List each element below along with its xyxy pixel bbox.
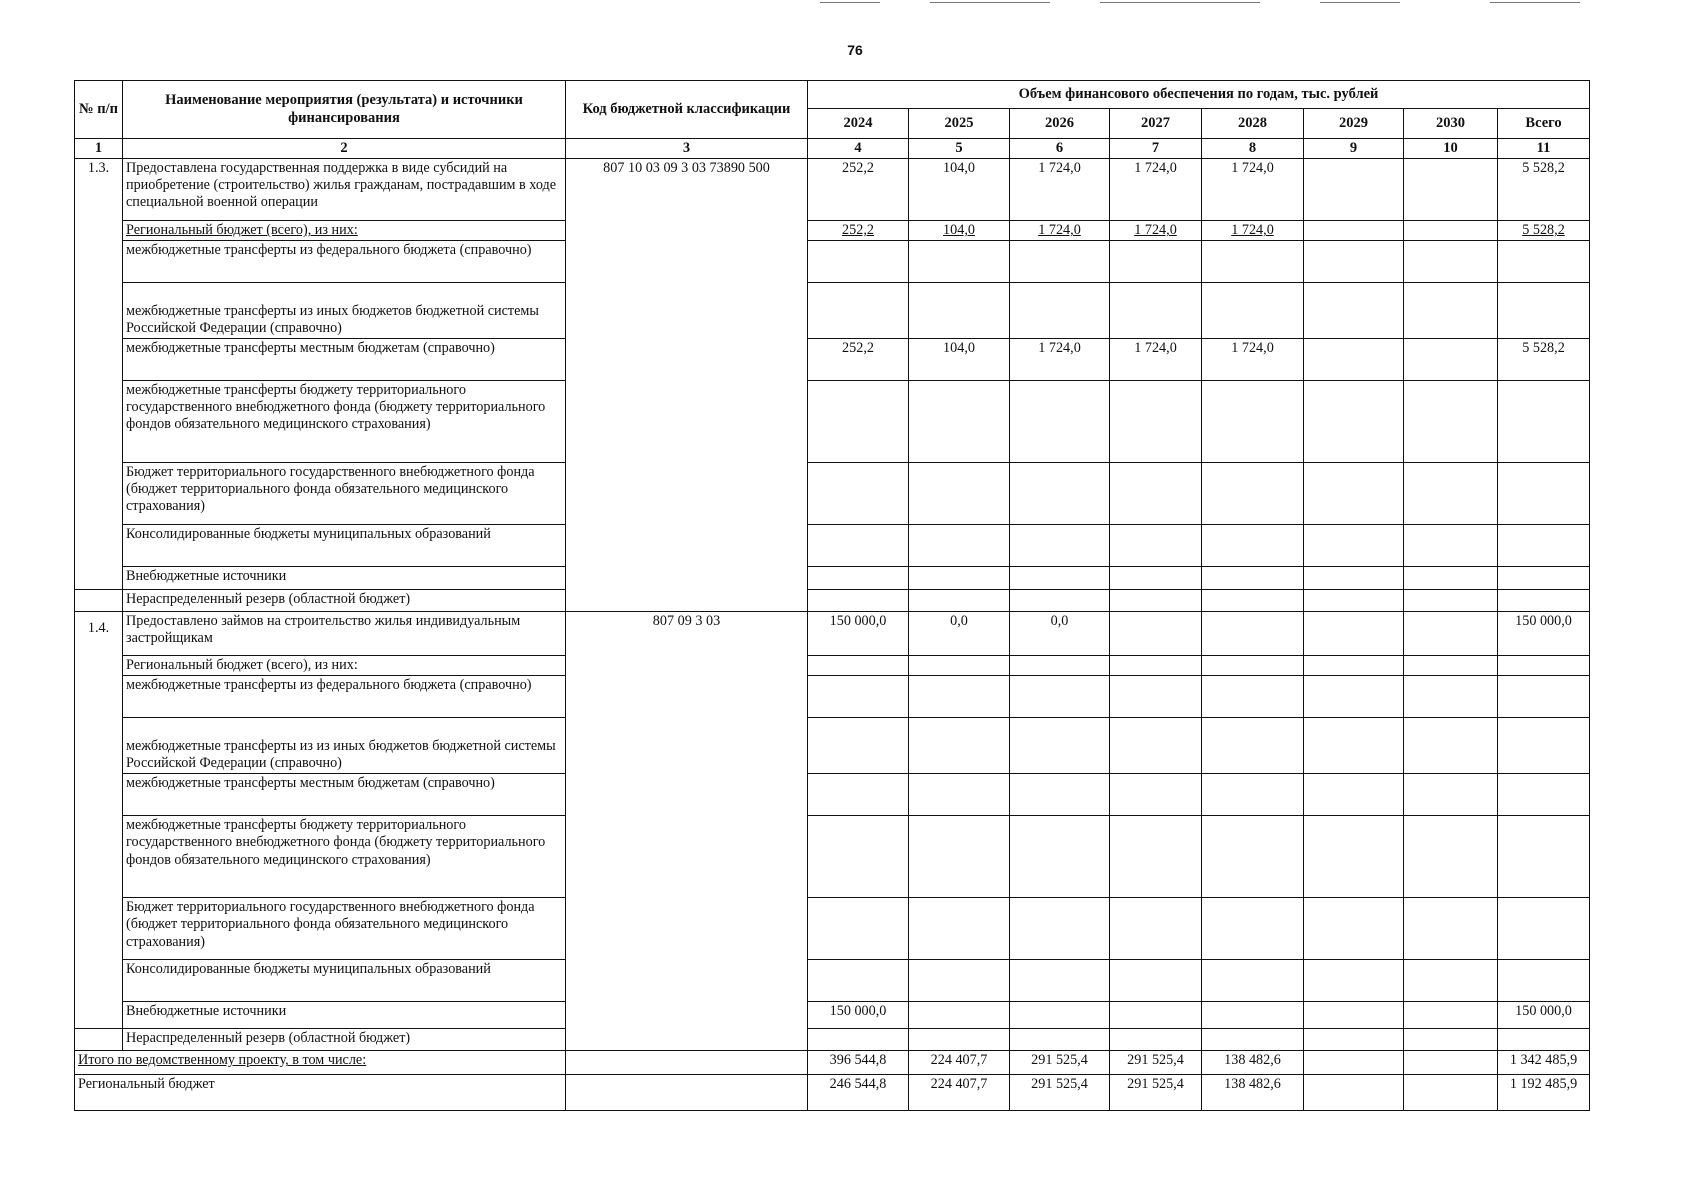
value-cell: [1304, 381, 1404, 463]
header-year: 2026: [1010, 109, 1110, 139]
total-value: 291 525,4: [1110, 1051, 1202, 1075]
value-cell: [1110, 676, 1202, 718]
value-cell: 104,0: [909, 159, 1010, 221]
value-cell: [1010, 718, 1110, 774]
value-cell: [808, 567, 909, 590]
header-code: Код бюджетной классификации: [566, 81, 808, 139]
total-value: 291 525,4: [1110, 1075, 1202, 1111]
value-cell: 1 724,0: [1202, 159, 1304, 221]
value-cell: [909, 381, 1010, 463]
empty-cell: [75, 1029, 123, 1051]
value-cell: [1010, 567, 1110, 590]
value-cell: [1304, 463, 1404, 525]
value-cell: [909, 960, 1010, 1002]
header-year: 2025: [909, 109, 1010, 139]
value-cell: [1202, 960, 1304, 1002]
value-cell: [1202, 676, 1304, 718]
value-cell: [909, 774, 1010, 816]
value-cell: [909, 1002, 1010, 1029]
value-cell: 150 000,0: [1498, 1002, 1590, 1029]
value-cell: [1202, 283, 1304, 339]
column-number: 9: [1304, 139, 1404, 159]
value-cell: [808, 463, 909, 525]
value-cell: [1304, 339, 1404, 381]
value-cell: [1202, 774, 1304, 816]
section-title-row: [75, 159, 1590, 221]
value-cell: [1010, 283, 1110, 339]
header-total: Всего: [1498, 109, 1590, 139]
value-cell: [1498, 463, 1590, 525]
value-cell: [1404, 1029, 1498, 1051]
header-year: 2028: [1202, 109, 1304, 139]
value-cell: [1202, 718, 1304, 774]
column-number: 7: [1110, 139, 1202, 159]
value-cell: [1498, 816, 1590, 898]
column-number: 5: [909, 139, 1010, 159]
value-cell: [1304, 676, 1404, 718]
total-value: [1304, 1075, 1404, 1111]
scan-mark: [930, 2, 1050, 3]
header-volume: Объем финансового обеспечения по годам, тыс. рублей: [808, 81, 1590, 109]
column-number: 2: [123, 139, 566, 159]
value-cell: [808, 590, 909, 612]
value-cell: [808, 816, 909, 898]
value-cell: [1404, 718, 1498, 774]
value-cell: [1404, 590, 1498, 612]
value-cell: [1304, 159, 1404, 221]
value-cell: [1498, 960, 1590, 1002]
value-cell: [1304, 221, 1404, 241]
value-cell: [1110, 960, 1202, 1002]
value-cell: [1110, 525, 1202, 567]
total-value: 396 544,8: [808, 1051, 909, 1075]
value-cell: [1202, 525, 1304, 567]
value-cell: [808, 1029, 909, 1051]
scan-mark: [1100, 2, 1260, 3]
source-row: [75, 1029, 1590, 1051]
value-cell: [1404, 525, 1498, 567]
value-cell: [1498, 241, 1590, 283]
value-cell: [1010, 774, 1110, 816]
value-cell: [1110, 463, 1202, 525]
value-cell: [909, 590, 1010, 612]
value-cell: [1010, 463, 1110, 525]
value-cell: [1202, 463, 1304, 525]
value-cell: [1304, 567, 1404, 590]
source-label: Региональный бюджет (всего), из них:: [123, 221, 566, 241]
value-cell: [909, 656, 1010, 676]
value-cell: [1110, 283, 1202, 339]
header-name: Наименование мероприятия (результата) и источники финансирования: [123, 81, 566, 139]
value-cell: 0,0: [909, 612, 1010, 656]
value-cell: [1304, 612, 1404, 656]
value-cell: [1202, 656, 1304, 676]
value-cell: 1 724,0: [1010, 159, 1110, 221]
total-value: 1 192 485,9: [1498, 1075, 1590, 1111]
source-label: Бюджет территориального государственного внебюджетного фонда (бюджет территориального фонда обязательного медицинского страхования): [123, 898, 566, 960]
source-label: Консолидированные бюджеты муниципальных образований: [123, 960, 566, 1002]
value-cell: [1404, 816, 1498, 898]
header-year: 2024: [808, 109, 909, 139]
source-label: Бюджет территориального государственного внебюджетного фонда (бюджет территориального фонда обязательного медицинского страхования): [123, 463, 566, 525]
value-cell: [1498, 1029, 1590, 1051]
value-cell: [1010, 960, 1110, 1002]
value-cell: [1202, 612, 1304, 656]
value-cell: [1010, 676, 1110, 718]
value-cell: [1010, 1029, 1110, 1051]
value-cell: 1 724,0: [1110, 221, 1202, 241]
header-year: 2029: [1304, 109, 1404, 139]
section-title: Предоставлено займов на строительство жилья индивидуальным застройщикам: [123, 612, 566, 656]
total-value: [1404, 1051, 1498, 1075]
value-cell: [1498, 898, 1590, 960]
value-cell: 104,0: [909, 339, 1010, 381]
value-cell: [808, 656, 909, 676]
value-cell: [909, 816, 1010, 898]
value-cell: [1202, 567, 1304, 590]
value-cell: [909, 525, 1010, 567]
source-row: [75, 463, 1590, 525]
value-cell: [808, 381, 909, 463]
value-cell: [1010, 381, 1110, 463]
value-cell: 252,2: [808, 339, 909, 381]
value-cell: [909, 718, 1010, 774]
source-row: [75, 718, 1590, 774]
value-cell: [1110, 774, 1202, 816]
source-label: Консолидированные бюджеты муниципальных образований: [123, 525, 566, 567]
source-label: Региональный бюджет (всего), из них:: [123, 656, 566, 676]
section-title-row: [75, 612, 1590, 656]
total-value: 291 525,4: [1010, 1075, 1110, 1111]
value-cell: [1404, 241, 1498, 283]
value-cell: 150 000,0: [808, 1002, 909, 1029]
value-cell: [808, 525, 909, 567]
value-cell: [1010, 241, 1110, 283]
column-number: 11: [1498, 139, 1590, 159]
value-cell: [1498, 525, 1590, 567]
empty-cell: [75, 590, 123, 612]
value-cell: [1404, 1002, 1498, 1029]
value-cell: [1202, 381, 1304, 463]
value-cell: [1202, 816, 1304, 898]
value-cell: [1110, 612, 1202, 656]
source-label: межбюджетные трансферты из федерального бюджета (справочно): [123, 241, 566, 283]
source-row: [75, 656, 1590, 676]
value-cell: [1202, 1002, 1304, 1029]
column-number: 8: [1202, 139, 1304, 159]
source-row: [75, 381, 1590, 463]
value-cell: [1010, 656, 1110, 676]
value-cell: [1010, 816, 1110, 898]
source-label: межбюджетные трансферты из федерального бюджета (справочно): [123, 676, 566, 718]
value-cell: [909, 567, 1010, 590]
value-cell: [909, 241, 1010, 283]
value-cell: [1304, 525, 1404, 567]
total-row: [75, 1075, 1590, 1111]
value-cell: 1 724,0: [1110, 159, 1202, 221]
value-cell: [1498, 381, 1590, 463]
total-value: [1404, 1075, 1498, 1111]
value-cell: [1498, 590, 1590, 612]
source-row: [75, 774, 1590, 816]
value-cell: [1404, 612, 1498, 656]
value-cell: [1110, 567, 1202, 590]
source-label: межбюджетные трансферты из иных бюджетов бюджетной системы Российской Федерации (справочно): [123, 283, 566, 339]
value-cell: [1110, 381, 1202, 463]
value-cell: [1110, 1002, 1202, 1029]
total-value: 138 482,6: [1202, 1051, 1304, 1075]
value-cell: 150 000,0: [1498, 612, 1590, 656]
value-cell: 252,2: [808, 159, 909, 221]
value-cell: [1202, 241, 1304, 283]
column-number: 10: [1404, 139, 1498, 159]
value-cell: [808, 774, 909, 816]
source-row: [75, 221, 1590, 241]
column-number: 3: [566, 139, 808, 159]
section-number: 1.3.: [75, 159, 123, 590]
budget-code: 807 10 03 09 3 03 73890 500: [566, 159, 808, 612]
value-cell: [808, 676, 909, 718]
source-row: [75, 816, 1590, 898]
value-cell: [1404, 283, 1498, 339]
column-number-row: [75, 139, 1590, 159]
value-cell: [1404, 567, 1498, 590]
value-cell: 252,2: [808, 221, 909, 241]
total-value: 138 482,6: [1202, 1075, 1304, 1111]
value-cell: [1304, 718, 1404, 774]
value-cell: [1304, 1002, 1404, 1029]
value-cell: [1202, 898, 1304, 960]
source-label: межбюджетные трансферты из из иных бюджетов бюджетной системы Российской Федерации (справочно): [123, 718, 566, 774]
header-year: 2030: [1404, 109, 1498, 139]
value-cell: [1404, 339, 1498, 381]
value-cell: [1404, 898, 1498, 960]
total-value: 1 342 485,9: [1498, 1051, 1590, 1075]
value-cell: [1110, 898, 1202, 960]
total-value: [1304, 1051, 1404, 1075]
value-cell: [808, 898, 909, 960]
total-value: 246 544,8: [808, 1075, 909, 1111]
value-cell: [1202, 590, 1304, 612]
scan-mark: [820, 2, 880, 3]
value-cell: [808, 241, 909, 283]
value-cell: 1 724,0: [1110, 339, 1202, 381]
section-number: 1.4.: [75, 612, 123, 1029]
value-cell: 0,0: [1010, 612, 1110, 656]
source-row: [75, 960, 1590, 1002]
empty-cell: [566, 1051, 808, 1075]
total-label: Итого по ведомственному проекту, в том числе:: [75, 1051, 566, 1075]
value-cell: [1304, 816, 1404, 898]
value-cell: [1010, 525, 1110, 567]
value-cell: [1498, 656, 1590, 676]
source-row: [75, 676, 1590, 718]
value-cell: 1 724,0: [1010, 339, 1110, 381]
budget-code: 807 09 3 03: [566, 612, 808, 1051]
header-no: № п/п: [75, 81, 123, 139]
total-value: 291 525,4: [1010, 1051, 1110, 1075]
value-cell: 5 528,2: [1498, 221, 1590, 241]
source-label: межбюджетные трансферты местным бюджетам (справочно): [123, 339, 566, 381]
value-cell: [1304, 283, 1404, 339]
source-label: Внебюджетные источники: [123, 567, 566, 590]
source-label: Внебюджетные источники: [123, 1002, 566, 1029]
value-cell: [1304, 898, 1404, 960]
value-cell: [1404, 960, 1498, 1002]
total-value: 224 407,7: [909, 1075, 1010, 1111]
value-cell: [1404, 159, 1498, 221]
value-cell: 104,0: [909, 221, 1010, 241]
value-cell: [1304, 960, 1404, 1002]
value-cell: 1 724,0: [1202, 339, 1304, 381]
value-cell: [1404, 221, 1498, 241]
total-value: 224 407,7: [909, 1051, 1010, 1075]
section-title: Предоставлена государственная поддержка в виде субсидий на приобретение (строительство) жилья гражданам, пострадавшим в ходе специальной военной операции: [123, 159, 566, 221]
value-cell: [1498, 283, 1590, 339]
value-cell: [1498, 718, 1590, 774]
value-cell: [1010, 898, 1110, 960]
source-row: [75, 898, 1590, 960]
source-row: [75, 525, 1590, 567]
value-cell: [1110, 1029, 1202, 1051]
value-cell: [1010, 1002, 1110, 1029]
value-cell: [1110, 241, 1202, 283]
value-cell: [1404, 381, 1498, 463]
value-cell: [1304, 590, 1404, 612]
total-row: [75, 1051, 1590, 1075]
column-number: 6: [1010, 139, 1110, 159]
source-label: Нераспределенный резерв (областной бюджет): [123, 1029, 566, 1051]
scan-mark: [1490, 2, 1580, 3]
column-number: 4: [808, 139, 909, 159]
value-cell: [808, 718, 909, 774]
empty-cell: [566, 1075, 808, 1111]
budget-table: [74, 80, 1590, 1111]
source-label: межбюджетные трансферты местным бюджетам (справочно): [123, 774, 566, 816]
source-row: [75, 590, 1590, 612]
value-cell: [1404, 676, 1498, 718]
source-row: [75, 339, 1590, 381]
value-cell: [909, 898, 1010, 960]
value-cell: [1304, 1029, 1404, 1051]
value-cell: 5 528,2: [1498, 159, 1590, 221]
value-cell: [1304, 656, 1404, 676]
value-cell: [1202, 1029, 1304, 1051]
value-cell: [1010, 590, 1110, 612]
source-row: [75, 283, 1590, 339]
value-cell: 150 000,0: [808, 612, 909, 656]
value-cell: [1110, 718, 1202, 774]
column-number: 1: [75, 139, 123, 159]
value-cell: [808, 960, 909, 1002]
value-cell: [1304, 774, 1404, 816]
value-cell: [1498, 676, 1590, 718]
value-cell: [1304, 241, 1404, 283]
value-cell: [1404, 656, 1498, 676]
value-cell: [1110, 590, 1202, 612]
source-row: [75, 241, 1590, 283]
total-label: Региональный бюджет: [75, 1075, 566, 1111]
value-cell: 5 528,2: [1498, 339, 1590, 381]
value-cell: 1 724,0: [1010, 221, 1110, 241]
value-cell: [1110, 816, 1202, 898]
header-row: [75, 81, 1590, 109]
header-year: 2027: [1110, 109, 1202, 139]
value-cell: [1498, 567, 1590, 590]
scan-mark: [1320, 2, 1400, 3]
value-cell: [909, 463, 1010, 525]
value-cell: [909, 1029, 1010, 1051]
value-cell: 1 724,0: [1202, 221, 1304, 241]
value-cell: [1404, 463, 1498, 525]
page-number: 76: [847, 42, 863, 58]
source-label: Нераспределенный резерв (областной бюджет): [123, 590, 566, 612]
value-cell: [909, 283, 1010, 339]
value-cell: [1110, 656, 1202, 676]
value-cell: [1498, 774, 1590, 816]
source-row: [75, 1002, 1590, 1029]
value-cell: [909, 676, 1010, 718]
value-cell: [808, 283, 909, 339]
source-label: межбюджетные трансферты бюджету территориального государственного внебюджетного фонда (бюджету территориального фондов обязательного медицинского страхования): [123, 381, 566, 463]
value-cell: [1404, 774, 1498, 816]
source-row: [75, 567, 1590, 590]
source-label: межбюджетные трансферты бюджету территориального государственного внебюджетного фонда (бюджету территориального фондов обязательного медицинского страхования): [123, 816, 566, 898]
